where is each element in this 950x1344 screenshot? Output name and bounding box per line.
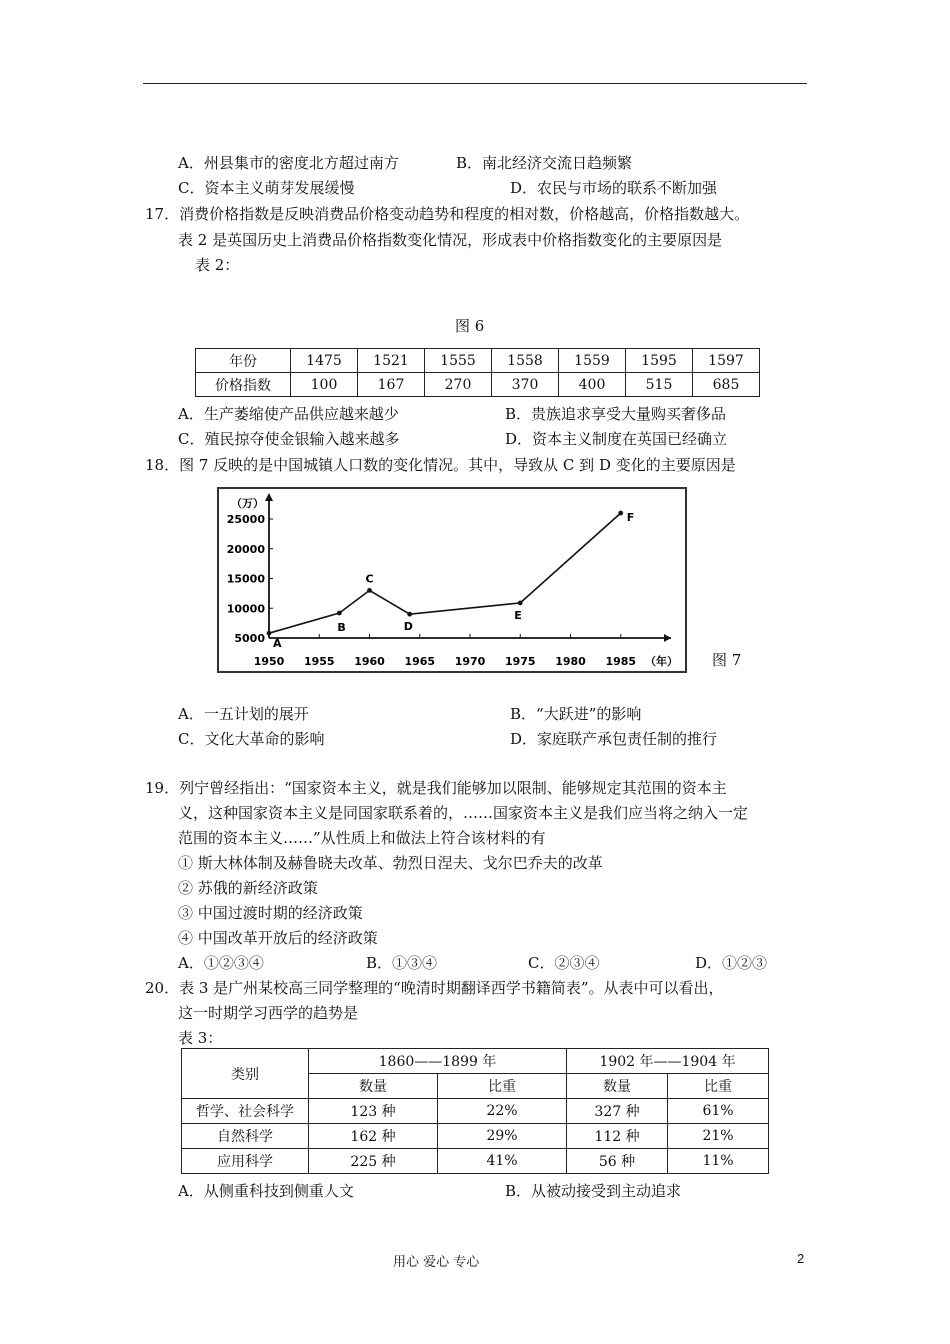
q18-option-a: A．一五计划的展开	[178, 705, 309, 723]
q18-stem: 18．图 7 反映的是中国城镇人口数的变化情况。其中，导致从 C 到 D 变化的主要原因是	[145, 456, 736, 474]
data-point-e	[518, 600, 523, 605]
x-tick-label: 1960	[354, 655, 385, 668]
table-cell: 100	[291, 373, 358, 397]
table-cell: 400	[559, 373, 626, 397]
q20-option-a: A．从侧重科技到侧重人文	[178, 1182, 354, 1200]
y-tick-label: 25000	[226, 513, 265, 526]
table-row	[182, 1099, 769, 1124]
table-cell: 1555	[425, 349, 492, 373]
q17-stem-line2: 表 2 是英国历史上消费品价格指数变化情况，形成表中价格指数变化的主要原因是	[178, 231, 723, 249]
page-number: 2	[797, 1251, 805, 1266]
table-cell: 11%	[668, 1149, 769, 1174]
table-row	[182, 1149, 769, 1174]
table-cell: 162 种	[309, 1124, 438, 1149]
figure-6-label: 图 6	[455, 317, 485, 335]
q16-option-a: A．州县集市的密度北方超过南方	[178, 154, 399, 172]
q19-item-4: ④ 中国改革开放后的经济政策	[178, 929, 378, 947]
table-cell: 29%	[438, 1124, 567, 1149]
q19-stem-line3: 范围的资本主义……”从性质上和做法上符合该材料的有	[178, 829, 546, 847]
table-cell: 1597	[693, 349, 760, 373]
table-cell: 应用科学	[182, 1149, 309, 1174]
q16-option-c: C．资本主义萌芽发展缓慢	[178, 179, 355, 197]
table-cell: 327 种	[567, 1099, 668, 1124]
header-rule	[143, 83, 807, 84]
y-tick-label: 5000	[234, 632, 265, 645]
point-label-c: C	[365, 572, 374, 586]
table-cell: 自然科学	[182, 1124, 309, 1149]
q17-option-a: A．生产萎缩使产品供应越来越少	[178, 405, 399, 423]
q17-option-d: D．资本主义制度在英国已经确立	[505, 430, 728, 448]
table-cell: 370	[492, 373, 559, 397]
footer-motto: 用心 爱心 专心	[393, 1255, 480, 1270]
q19-stem-line2: 义，这种国家资本主义是同国家联系着的，……国家资本主义是我们应当将之纳入一定	[178, 804, 749, 822]
table-header-cell: 比重	[438, 1074, 567, 1099]
table-cell: 22%	[438, 1099, 567, 1124]
table-cell: 1475	[291, 349, 358, 373]
urban-population-chart	[217, 487, 687, 673]
y-tick-label: 15000	[226, 572, 265, 586]
table-cell: 1559	[559, 349, 626, 373]
point-label-b: B	[337, 621, 346, 635]
table-header-cell: 1902 年——1904 年	[567, 1049, 769, 1074]
table-header-cell: 价格指数	[196, 373, 291, 397]
data-point-b	[337, 611, 342, 616]
table-header-cell: 数量	[309, 1074, 438, 1099]
table-row	[182, 1124, 769, 1149]
x-axis-arrow	[664, 634, 671, 642]
data-point-f	[618, 511, 623, 516]
table-header-cell: 数量	[567, 1074, 668, 1099]
table-cell: 56 种	[567, 1149, 668, 1174]
table-cell: 225 种	[309, 1149, 438, 1174]
table-cell: 41%	[438, 1149, 567, 1174]
q19-option-d: D．①②③	[695, 954, 768, 972]
x-axis-label: （年）	[645, 655, 678, 668]
table-header-cell: 1860——1899 年	[309, 1049, 567, 1074]
q20-option-b: B．从被动接受到主动追求	[505, 1182, 682, 1200]
q20-table-label: 表 3：	[178, 1029, 223, 1047]
table-cell: 123 种	[309, 1099, 438, 1124]
q19-option-b: B．①③④	[366, 954, 438, 972]
data-point-a	[267, 631, 272, 636]
point-label-d: D	[403, 620, 413, 634]
x-tick-label: 1950	[253, 655, 285, 668]
x-tick-label: 1975	[504, 655, 536, 668]
x-tick-label: 1985	[605, 655, 637, 668]
table-cell: 21%	[668, 1124, 769, 1149]
point-label-e: E	[514, 608, 522, 622]
table-cell: 167	[358, 373, 425, 397]
q17-option-c: C．殖民掠夺使金银输入越来越多	[178, 430, 400, 448]
q19-item-1: ① 斯大林体制及赫鲁晓夫改革、勃烈日涅夫、戈尔巴乔夫的改革	[178, 854, 603, 872]
q19-option-c: C．②③④	[528, 954, 600, 972]
q17-option-b: B．贵族追求享受大量购买奢侈品	[505, 405, 727, 423]
q18-option-c: C．文化大革命的影响	[178, 730, 325, 748]
table-cell: 685	[693, 373, 760, 397]
table-header-cell: 类别	[182, 1049, 309, 1099]
data-point-d	[407, 612, 412, 617]
table-cell: 1521	[358, 349, 425, 373]
point-label-a: A	[273, 637, 282, 651]
q19-item-3: ③ 中国过渡时期的经济政策	[178, 904, 363, 922]
x-tick-label: 1965	[404, 655, 436, 668]
table-cell: 270	[425, 373, 492, 397]
q20-stem-line2: 这一时期学习西学的趋势是	[178, 1004, 359, 1022]
y-axis-arrow	[265, 493, 273, 501]
q19-option-a: A．①②③④	[178, 954, 264, 972]
table-header-cell: 年份	[196, 349, 291, 373]
y-tick-label: 10000	[226, 602, 265, 616]
point-label-f: F	[626, 511, 635, 525]
y-tick-label: 20000	[226, 542, 265, 556]
table-cell: 515	[626, 373, 693, 397]
x-tick-label: 1955	[303, 655, 335, 668]
x-tick-label: 1980	[555, 655, 586, 668]
q20-stem-line1: 20．表 3 是广州某校高三同学整理的“晚清时期翻译西学书籍简表”。从表中可以看出，	[145, 979, 724, 997]
q18-option-d: D．家庭联产承包责任制的推行	[510, 730, 718, 748]
table-cell: 1595	[626, 349, 693, 373]
q17-stem-line1: 17．消费价格指数是反映消费品价格变动趋势和程度的相对数，价格越高，价格指数越大。	[145, 205, 750, 223]
data-point-c	[367, 588, 372, 593]
price-index-table	[195, 348, 760, 397]
table-row	[196, 349, 760, 373]
series-line	[269, 513, 621, 633]
q16-option-d: D．农民与市场的联系不断加强	[510, 179, 718, 197]
q18-option-b: B．“大跃进”的影响	[510, 705, 642, 723]
q17-table-label: 表 2：	[195, 256, 240, 274]
translation-books-table	[181, 1048, 769, 1174]
table-cell: 哲学、社会科学	[182, 1099, 309, 1124]
table-cell: 1558	[492, 349, 559, 373]
chart-svg	[219, 489, 685, 671]
table-row	[196, 373, 760, 397]
y-axis-label: （万）	[231, 497, 264, 510]
table-cell: 112 种	[567, 1124, 668, 1149]
x-tick-label: 1970	[454, 655, 486, 668]
figure-7-label: 图 7	[712, 651, 742, 669]
q19-item-2: ② 苏俄的新经济政策	[178, 879, 318, 897]
table-cell: 61%	[668, 1099, 769, 1124]
q16-option-b: B．南北经济交流日趋频繁	[456, 154, 633, 172]
table-header-cell: 比重	[668, 1074, 769, 1099]
q19-stem-line1: 19．列宁曾经指出：“国家资本主义，就是我们能够加以限制、能够规定其范围的资本主	[145, 779, 727, 797]
table-row	[182, 1049, 769, 1074]
